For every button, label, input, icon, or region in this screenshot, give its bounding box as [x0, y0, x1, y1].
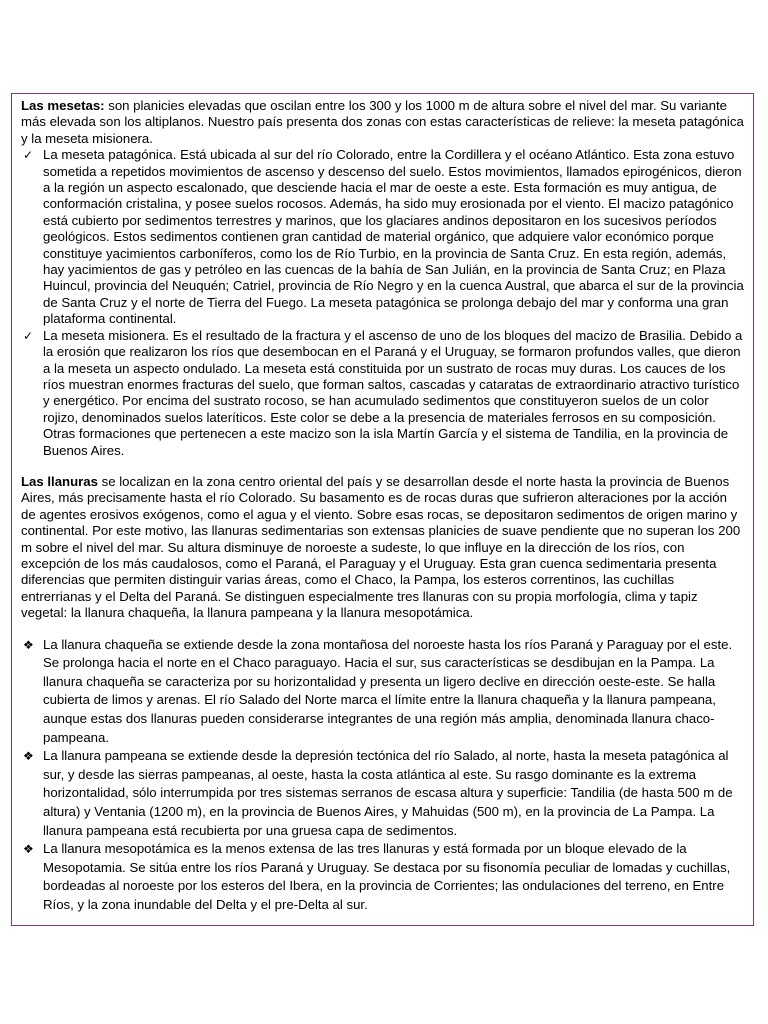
list-item-llanura-chaquena: ❖ La llanura chaqueña se extiende desde la zona montañosa del noroeste hasta los ríos Paraná y Paraguay por el este. Se prolonga hacia el norte en el Chaco paraguayo. Hacia el sur, sus características se desdibujan en la Pampa. La llanura chaqueña se caracteriza por su horizontalidad y presenta un ligero declive en dirección oeste-este. Se halla cubierta de limos y arenas. El río Salado del Norte marca el límite entre la llanura chaqueña y la llanura pampeana, aunque estas dos llanuras pueden considerarse integrantes de una región más amplia, denominada llanura chaco-pampeana. [23, 636, 733, 745]
llanuras-intro: se localizan en la zona centro oriental del país y se desarrollan desde el norte hasta la provincia de Buenos Aires, más precisamente hasta el río Colorado. Su basamento es de rocas duras que sufrieron alteraciones por la acción de agentes erosivos exógenos, como el agua y el viento. Sobre esas rocas, se depositaron sedimentos de origen marino y continental. Por este motivo, las llanuras sedimentarias son extensas planicies de suave pendiente que no superan los 200 m sobre el nivel del mar. Su altura disminuye de noroeste a sudeste, lo que influye en la dirección de los ríos, con excepción de los más caudalosos, como el Paraná, el Paraguay y el Uruguay. Esta gran cuenca sedimentaria presenta diferencias que permiten distinguir varias áreas, como el Chaco, la Pampa, los esteros correntinos, las cuchillas entrerrianas y el Delta del Paraná. Se distinguen especialmente tres llanuras con su propia morfología, clima y tapiz vegetal: la llanura chaqueña, la llanura pampeana y la llanura mesopotámica. [21, 473, 741, 621]
llanuras-list [21, 636, 745, 915]
diamond-bullet-icon: ❖ [23, 842, 34, 857]
list-item-llanura-mesopotamica: ❖ La llanura mesopotámica es la menos extensa de las tres llanuras y está formada por un bloque elevado de la Mesopotamia. Se sitúa entre los ríos Paraná y Uruguay. Se destaca por su fisonomía peculiar de lomadas y cuchillas, bordeadas al noroeste por los esteros del Ibera, en la provincia de Corrientes; las ondulaciones del terreno, en Entre Ríos, y la zona inundable del Delta y el pre-Delta al sur. [23, 841, 731, 912]
diamond-bullet-icon: ❖ [23, 637, 34, 652]
spacer [21, 622, 745, 636]
llanuras-paragraph [21, 474, 745, 622]
list-item-meseta-patagonica: ✓ La meseta patagónica. Está ubicada al sur del río Colorado, entre la Cordillera y el océano Atlántico. Esta zona estuvo sometida a repetidos movimientos de ascenso y descenso del suelo. Estos movimientos, llamados epirogénicos, dieron a la región un aspecto escalonado, que desciende hacia el mar de oeste a este. Esta formación es muy antigua, de conformación cristalina, y posee suelos rocosos. Además, ha sido muy erosionada por el viento. El macizo patagónico está cubierto por sedimentos terrestres y marinos, que los glaciares andinos depositaron en los sucesivos períodos geológicos. Estos sedimentos contienen gran cantidad de material orgánico, que adquiere valor económico porque constituye yacimientos carboníferos, como los de Río Turbio, en la provincia de Santa Cruz. En esta región, además, hay yacimientos de gas y petróleo en las cuencas de la bahía de San Julián, en la provincia de Santa Cruz; en Plaza Huincul, provincia del Neuquén; Catriel, provincia de Río Negro y en la cuenca Austral, que abarca el sur de la provincia de Santa Cruz y el norte de Tierra del Fuego. La meseta patagónica se prolonga debajo del mar y conforma una gran plataforma continental. [21, 147, 745, 327]
list-item-meseta-misionera: ✓ La meseta misionera. Es el resultado de la fractura y el ascenso de uno de los bloques del macizo de Brasilia. Debido a la erosión que realizaron los ríos que desembocan en el Paraná y el Uruguay, se formaron profundos valles, que dieron a la meseta un aspecto ondulado. La meseta está constituida por un sustrato de rocas muy duras. Los cauces de los ríos muestran enormes fracturas del suelo, que forman saltos, cascadas y cataratas de extraordinario atractivo turístico y energético. Por encima del sustrato rocoso, se han acumulado sedimentos que constituyeron suelos de un color rojizo, denominados suelos lateríticos. Este color se debe a la presencia de materiales ferrosos en su composición. Otras formaciones que pertenecen a este macizo son la isla Martín García y el sistema de Tandilia, en la provincia de Buenos Aires. [21, 328, 745, 459]
llanuras-heading: Las llanuras [21, 473, 98, 489]
mesetas-heading: Las mesetas: [21, 98, 105, 113]
mesetas-paragraph [21, 98, 745, 147]
diamond-bullet-icon: ❖ [23, 749, 34, 764]
document-box [11, 93, 754, 926]
mesetas-intro: son planicies elevadas que oscilan entre los 300 y los 1000 m de altura sobre el nivel del mar. Su variante más elevada son los altiplanos. Nuestro país presenta dos zonas con estas características de relieve: la meseta patagónica y la meseta misionera. [21, 98, 744, 146]
list-item-llanura-pampeana: ❖ La llanura pampeana se extiende desde la depresión tectónica del río Salado, al norte, hasta la meseta patagónica al sur, y desde las sierras pampeanas, al oeste, hasta la costa atlántica al este. Su rasgo dominante es la extrema horizontalidad, sólo interrumpida por tres sistemas serranos de escasa altura y superficie: Tandilia (de hasta 500 m de altura) y Ventania (1200 m), en la provincia de Buenos Aires, y Mahuidas (500 m), en la provincia de La Pampa. La llanura pampeana está recubierta por una gruesa capa de sedimentos. [23, 748, 733, 838]
mesetas-list [21, 147, 745, 459]
spacer [21, 459, 745, 474]
